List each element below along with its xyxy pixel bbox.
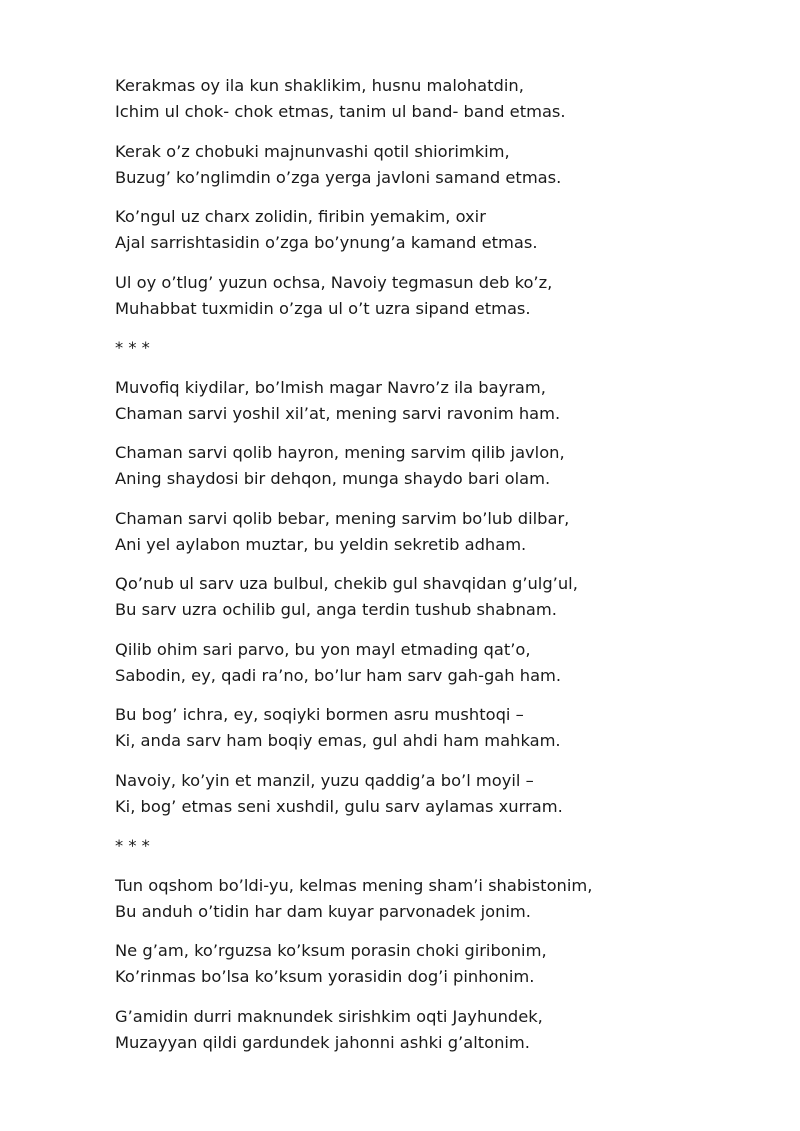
stanza bbox=[115, 73, 755, 125]
verse-line: Chaman sarvi qolib bebar, mening sarvim bo’lub dilbar, bbox=[115, 508, 570, 528]
verse-line: G’amidin durri maknundek sirishkim oqti Jayhundek, bbox=[115, 1006, 543, 1026]
poem-separator: * * * bbox=[115, 836, 150, 855]
stanza bbox=[115, 270, 755, 322]
verse-line: Buzug’ ko’nglimdin o’zga yerga javloni samand etmas. bbox=[115, 167, 562, 187]
document-page bbox=[115, 73, 755, 1069]
verse-line: Sabodin, ey, qadi ra’no, bo’lur ham sarv gah-gah ham. bbox=[115, 665, 562, 685]
verse-line: Bu anduh o’tidin har dam kuyar parvonadek jonim. bbox=[115, 901, 531, 921]
verse-line: Muhabbat tuxmidin o’zga ul o’t uzra sipand etmas. bbox=[115, 298, 531, 318]
verse-line: Bu sarv uzra ochilib gul, anga terdin tushub shabnam. bbox=[115, 600, 557, 619]
verse-line: Qo’nub ul sarv uza bulbul, chekib gul shavqidan g’ulg’ul, bbox=[115, 574, 578, 593]
verse-line: Kerakmas oy ila kun shaklikim, husnu malohatdin, bbox=[115, 76, 524, 95]
verse-line: Ko’rinmas bo’lsa ko’ksum yorasidin dog’i pinhonim. bbox=[115, 967, 535, 986]
verse-line: Ne g’am, ko’rguzsa ko’ksum porasin choki giribonim, bbox=[115, 941, 547, 960]
stanza bbox=[115, 375, 755, 427]
verse-line: Muzayyan qildi gardundek jahonni ashki g’altonim. bbox=[115, 1032, 530, 1052]
verse-line: Bu bog’ ichra, ey, soqiyki bormen asru mushtoqi – bbox=[115, 705, 524, 724]
verse-line: Ko’ngul uz charx zolidin, firibin yemakim, oxir bbox=[115, 207, 486, 226]
verse-line: Tun oqshom bo’ldi-yu, kelmas mening sham’i shabistonim, bbox=[115, 875, 593, 895]
stanza bbox=[115, 1004, 755, 1056]
verse-line: Aning shaydosi bir dehqon, munga shaydo bari olam. bbox=[115, 469, 551, 488]
stanza bbox=[115, 768, 755, 820]
stanza bbox=[115, 702, 755, 754]
verse-line: Ani yel aylabon muztar, bu yeldin sekretib adham. bbox=[115, 534, 527, 554]
verse-line: Qilib ohim sari parvo, bu yon mayl etmading qat’o, bbox=[115, 639, 531, 659]
verse-line: Muvofiq kiydilar, bo’lmish magar Navro’z ila bayram, bbox=[115, 377, 546, 397]
stanza bbox=[115, 440, 755, 492]
verse-line: Ajal sarrishtasidin o’zga bo’ynung’a kamand etmas. bbox=[115, 233, 538, 252]
verse-line: Chaman sarvi yoshil xil’at, mening sarvi ravonim ham. bbox=[115, 403, 561, 423]
stanza bbox=[115, 139, 755, 191]
verse-line: Chaman sarvi qolib hayron, mening sarvim qilib javlon, bbox=[115, 443, 565, 462]
verse-line: Navoiy, ko’yin et manzil, yuzu qaddig’a bo’l moyil – bbox=[115, 770, 534, 790]
verse-line: Ichim ul chok- chok etmas, tanim ul band- band etmas. bbox=[115, 102, 566, 121]
stanza bbox=[115, 204, 755, 256]
stanza bbox=[115, 506, 755, 558]
stanza bbox=[115, 637, 755, 689]
verse-line: Kerak o’z chobuki majnunvashi qotil shiorimkim, bbox=[115, 141, 510, 161]
poem-separator: * * * bbox=[115, 338, 150, 357]
verse-line: Ki, anda sarv ham boqiy emas, gul ahdi ham mahkam. bbox=[115, 731, 561, 750]
verse-line: Ki, bog’ etmas seni xushdil, gulu sarv aylamas xurram. bbox=[115, 796, 563, 816]
stanza bbox=[115, 571, 755, 623]
stanza bbox=[115, 873, 755, 925]
verse-line: Ul oy o’tlug’ yuzun ochsa, Navoiy tegmasun deb ko’z, bbox=[115, 272, 553, 292]
stanza bbox=[115, 938, 755, 990]
